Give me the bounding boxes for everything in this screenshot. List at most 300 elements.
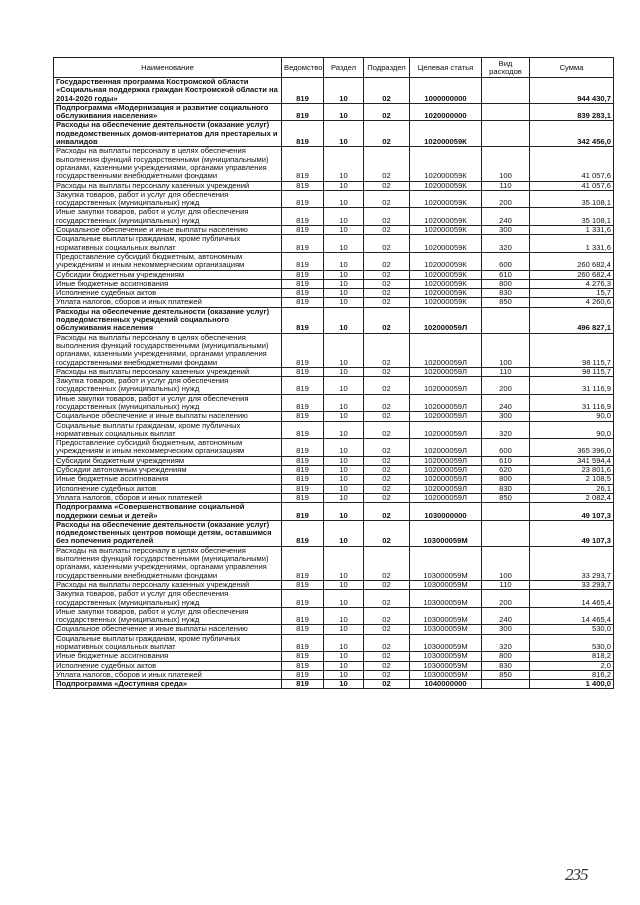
cell-name: Закупка товаров, работ и услуг для обеспечения государственных (муниципальных) нужд — [54, 590, 282, 608]
cell-name: Закупка товаров, работ и услуг для обеспечения государственных (муниципальных) нужд — [54, 377, 282, 395]
cell-dept: 819 — [282, 456, 324, 465]
table-row — [54, 652, 614, 661]
table-body — [54, 78, 614, 689]
cell-dept: 819 — [282, 484, 324, 493]
cell-section: 10 — [324, 78, 364, 104]
cell-sum: 1 331,6 — [530, 226, 614, 235]
cell-exptype: 830 — [482, 484, 530, 493]
cell-exptype — [482, 680, 530, 689]
cell-target: 1020000000 — [410, 103, 482, 121]
cell-dept: 819 — [282, 252, 324, 270]
cell-section: 10 — [324, 252, 364, 270]
cell-target: 102000059К — [410, 226, 482, 235]
cell-name: Подпрограмма «Совершенствование социальной поддержки семьи и детей» — [54, 503, 282, 521]
cell-section: 10 — [324, 147, 364, 181]
cell-subsection: 02 — [364, 289, 410, 298]
cell-exptype: 610 — [482, 270, 530, 279]
cell-subsection: 02 — [364, 625, 410, 634]
cell-target: 103000059М — [410, 546, 482, 580]
cell-section: 10 — [324, 235, 364, 253]
cell-dept: 819 — [282, 181, 324, 190]
cell-section: 10 — [324, 439, 364, 457]
cell-section: 10 — [324, 680, 364, 689]
table-row — [54, 190, 614, 208]
cell-sum: 260 682,4 — [530, 270, 614, 279]
cell-dept: 819 — [282, 475, 324, 484]
cell-subsection: 02 — [364, 279, 410, 288]
cell-subsection: 02 — [364, 208, 410, 226]
cell-name: Иные бюджетные ассигнования — [54, 279, 282, 288]
cell-name: Иные закупки товаров, работ и услуг для обеспечения государственных (муниципальных) нужд — [54, 607, 282, 625]
cell-target: 103000059М — [410, 625, 482, 634]
cell-target: 102000059К — [410, 298, 482, 307]
cell-exptype — [482, 103, 530, 121]
cell-exptype: 850 — [482, 670, 530, 679]
cell-subsection: 02 — [364, 121, 410, 147]
cell-name: Расходы на обеспечение деятельности (оказание услуг) подведомственных домов-интернатов для престарелых и инвалидов — [54, 121, 282, 147]
cell-dept: 819 — [282, 493, 324, 502]
cell-sum: 2 108,5 — [530, 475, 614, 484]
cell-subsection: 02 — [364, 484, 410, 493]
cell-subsection: 02 — [364, 652, 410, 661]
cell-exptype: 830 — [482, 289, 530, 298]
cell-section: 10 — [324, 289, 364, 298]
cell-section: 10 — [324, 475, 364, 484]
cell-exptype: 300 — [482, 625, 530, 634]
table-row — [54, 456, 614, 465]
table-row — [54, 307, 614, 333]
table-row — [54, 252, 614, 270]
cell-exptype: 850 — [482, 493, 530, 502]
cell-subsection: 02 — [364, 475, 410, 484]
cell-subsection: 02 — [364, 456, 410, 465]
cell-exptype: 600 — [482, 439, 530, 457]
cell-name: Расходы на обеспечение деятельности (оказание услуг) подведомственных учреждений социального обслуживания населения — [54, 307, 282, 333]
cell-sum: 530,0 — [530, 625, 614, 634]
cell-name: Исполнение судебных актов — [54, 661, 282, 670]
cell-subsection: 02 — [364, 103, 410, 121]
cell-sum: 341 594,4 — [530, 456, 614, 465]
cell-target: 102000059Л — [410, 307, 482, 333]
cell-sum: 41 057,6 — [530, 181, 614, 190]
cell-subsection: 02 — [364, 421, 410, 439]
cell-section: 10 — [324, 377, 364, 395]
cell-dept: 819 — [282, 590, 324, 608]
cell-subsection: 02 — [364, 333, 410, 367]
table-row — [54, 634, 614, 652]
cell-dept: 819 — [282, 412, 324, 421]
cell-target: 102000059К — [410, 252, 482, 270]
cell-section: 10 — [324, 652, 364, 661]
cell-exptype: 610 — [482, 456, 530, 465]
cell-subsection: 02 — [364, 412, 410, 421]
cell-dept: 819 — [282, 680, 324, 689]
cell-target: 103000059М — [410, 652, 482, 661]
cell-dept: 819 — [282, 661, 324, 670]
cell-section: 10 — [324, 367, 364, 376]
cell-sum: 530,0 — [530, 634, 614, 652]
cell-exptype: 100 — [482, 333, 530, 367]
cell-name: Расходы на выплаты персоналу казенных учреждений — [54, 367, 282, 376]
cell-subsection: 02 — [364, 181, 410, 190]
cell-exptype: 800 — [482, 652, 530, 661]
cell-name: Исполнение судебных актов — [54, 484, 282, 493]
table-row — [54, 670, 614, 679]
table-row — [54, 475, 614, 484]
cell-name: Субсидии бюджетным учреждениям — [54, 456, 282, 465]
table-row — [54, 493, 614, 502]
cell-sum: 342 456,0 — [530, 121, 614, 147]
cell-exptype: 320 — [482, 634, 530, 652]
cell-sum: 26,1 — [530, 484, 614, 493]
cell-subsection: 02 — [364, 670, 410, 679]
cell-name: Социальные выплаты гражданам, кроме публичных нормативных социальных выплат — [54, 421, 282, 439]
cell-subsection: 02 — [364, 367, 410, 376]
cell-name: Расходы на выплаты персоналу в целях обеспечения выполнения функций государственными (муниципальными) органами, казенными учреждениями, органами управления государственными внебюджетными фондами — [54, 147, 282, 181]
cell-sum: 31 116,9 — [530, 377, 614, 395]
cell-subsection: 02 — [364, 661, 410, 670]
table-header-row — [54, 58, 614, 78]
cell-subsection: 02 — [364, 394, 410, 412]
cell-exptype: 240 — [482, 607, 530, 625]
cell-sum: 90,0 — [530, 421, 614, 439]
cell-section: 10 — [324, 580, 364, 589]
cell-section: 10 — [324, 503, 364, 521]
cell-target: 102000059К — [410, 181, 482, 190]
cell-exptype: 240 — [482, 394, 530, 412]
cell-sum: 14 465,4 — [530, 590, 614, 608]
cell-section: 10 — [324, 466, 364, 475]
cell-target: 102000059Л — [410, 394, 482, 412]
cell-target: 102000059К — [410, 147, 482, 181]
cell-sum: 41 057,6 — [530, 147, 614, 181]
table-row — [54, 439, 614, 457]
cell-dept: 819 — [282, 78, 324, 104]
cell-dept: 819 — [282, 520, 324, 546]
col-header-sum: Сумма — [530, 58, 614, 78]
cell-exptype: 320 — [482, 421, 530, 439]
col-header-subsection: Подраздел — [364, 58, 410, 78]
cell-dept: 819 — [282, 670, 324, 679]
cell-section: 10 — [324, 121, 364, 147]
cell-sum: 839 283,1 — [530, 103, 614, 121]
cell-dept: 819 — [282, 625, 324, 634]
cell-dept: 819 — [282, 377, 324, 395]
cell-sum: 4 260,6 — [530, 298, 614, 307]
cell-subsection: 02 — [364, 190, 410, 208]
cell-dept: 819 — [282, 208, 324, 226]
cell-name: Предоставление субсидий бюджетным, автономным учреждениям и иным некоммерческим организациям — [54, 252, 282, 270]
col-header-dept: Ведомство — [282, 58, 324, 78]
cell-name: Предоставление субсидий бюджетным, автономным учреждениям и иным некоммерческим организациям — [54, 439, 282, 457]
cell-exptype: 800 — [482, 475, 530, 484]
cell-exptype: 200 — [482, 377, 530, 395]
cell-dept: 819 — [282, 307, 324, 333]
cell-target: 102000059Л — [410, 466, 482, 475]
table-row — [54, 580, 614, 589]
table-row — [54, 270, 614, 279]
table-row — [54, 466, 614, 475]
cell-subsection: 02 — [364, 270, 410, 279]
cell-subsection: 02 — [364, 466, 410, 475]
cell-target: 102000059К — [410, 289, 482, 298]
cell-section: 10 — [324, 546, 364, 580]
cell-exptype: 110 — [482, 181, 530, 190]
cell-subsection: 02 — [364, 493, 410, 502]
table-row — [54, 484, 614, 493]
cell-name: Уплата налогов, сборов и иных платежей — [54, 670, 282, 679]
cell-section: 10 — [324, 181, 364, 190]
cell-subsection: 02 — [364, 235, 410, 253]
cell-sum: 2,0 — [530, 661, 614, 670]
cell-sum: 496 827,1 — [530, 307, 614, 333]
cell-dept: 819 — [282, 466, 324, 475]
cell-section: 10 — [324, 634, 364, 652]
cell-sum: 15,7 — [530, 289, 614, 298]
cell-subsection: 02 — [364, 590, 410, 608]
table-row — [54, 208, 614, 226]
table-row — [54, 367, 614, 376]
cell-dept: 819 — [282, 270, 324, 279]
cell-name: Социальное обеспечение и иные выплаты населению — [54, 412, 282, 421]
cell-subsection: 02 — [364, 377, 410, 395]
col-header-exptype: Вид расходов — [482, 58, 530, 78]
cell-exptype: 200 — [482, 190, 530, 208]
budget-table — [53, 57, 614, 689]
table-row — [54, 147, 614, 181]
table-row — [54, 590, 614, 608]
cell-name: Расходы на выплаты персоналу казенных учреждений — [54, 580, 282, 589]
cell-sum: 14 465,4 — [530, 607, 614, 625]
table-row — [54, 298, 614, 307]
cell-section: 10 — [324, 520, 364, 546]
cell-target: 102000059Л — [410, 493, 482, 502]
cell-dept: 819 — [282, 190, 324, 208]
cell-exptype — [482, 503, 530, 521]
cell-dept: 819 — [282, 634, 324, 652]
cell-target: 1040000000 — [410, 680, 482, 689]
cell-sum: 818,2 — [530, 652, 614, 661]
table-row — [54, 520, 614, 546]
cell-subsection: 02 — [364, 680, 410, 689]
cell-exptype: 200 — [482, 590, 530, 608]
cell-exptype: 110 — [482, 580, 530, 589]
cell-subsection: 02 — [364, 607, 410, 625]
cell-dept: 819 — [282, 226, 324, 235]
cell-section: 10 — [324, 279, 364, 288]
cell-dept: 819 — [282, 298, 324, 307]
cell-name: Социальные выплаты гражданам, кроме публичных нормативных социальных выплат — [54, 235, 282, 253]
cell-dept: 819 — [282, 394, 324, 412]
cell-sum: 2 082,4 — [530, 493, 614, 502]
cell-name: Субсидии автономным учреждениям — [54, 466, 282, 475]
cell-name: Социальное обеспечение и иные выплаты населению — [54, 226, 282, 235]
cell-target: 102000059Л — [410, 412, 482, 421]
cell-exptype: 620 — [482, 466, 530, 475]
cell-sum: 98 115,7 — [530, 333, 614, 367]
cell-name: Расходы на обеспечение деятельности (оказание услуг) подведомственных центров помощи детям, оставшимся без попечения родителей — [54, 520, 282, 546]
col-header-name: Наименование — [54, 58, 282, 78]
cell-dept: 819 — [282, 367, 324, 376]
cell-target: 102000059К — [410, 235, 482, 253]
cell-sum: 90,0 — [530, 412, 614, 421]
cell-section: 10 — [324, 607, 364, 625]
cell-exptype: 300 — [482, 412, 530, 421]
cell-exptype: 300 — [482, 226, 530, 235]
cell-target: 102000059К — [410, 190, 482, 208]
cell-subsection: 02 — [364, 520, 410, 546]
page-number: 235 — [565, 865, 588, 884]
cell-sum: 365 396,0 — [530, 439, 614, 457]
cell-section: 10 — [324, 103, 364, 121]
cell-target: 102000059Л — [410, 484, 482, 493]
cell-name: Закупка товаров, работ и услуг для обеспечения государственных (муниципальных) нужд — [54, 190, 282, 208]
cell-section: 10 — [324, 270, 364, 279]
cell-target: 102000059К — [410, 121, 482, 147]
table-row — [54, 546, 614, 580]
cell-sum: 816,2 — [530, 670, 614, 679]
cell-exptype — [482, 520, 530, 546]
cell-exptype: 100 — [482, 147, 530, 181]
cell-target: 103000059М — [410, 661, 482, 670]
col-header-section: Раздел — [324, 58, 364, 78]
cell-target: 102000059К — [410, 279, 482, 288]
cell-dept: 819 — [282, 121, 324, 147]
cell-name: Уплата налогов, сборов и иных платежей — [54, 298, 282, 307]
table-row — [54, 333, 614, 367]
table-row — [54, 121, 614, 147]
table-row — [54, 78, 614, 104]
cell-dept: 819 — [282, 546, 324, 580]
cell-name: Иные бюджетные ассигнования — [54, 652, 282, 661]
cell-section: 10 — [324, 412, 364, 421]
cell-target: 103000059М — [410, 607, 482, 625]
cell-subsection: 02 — [364, 503, 410, 521]
cell-name: Расходы на выплаты персоналу в целях обеспечения выполнения функций государственными (муниципальными) органами, казенными учреждениями, органами управления государственными внебюджетными фондами — [54, 546, 282, 580]
cell-target: 103000059М — [410, 590, 482, 608]
table-row — [54, 103, 614, 121]
cell-section: 10 — [324, 456, 364, 465]
cell-subsection: 02 — [364, 546, 410, 580]
table-row — [54, 680, 614, 689]
cell-subsection: 02 — [364, 298, 410, 307]
cell-exptype: 320 — [482, 235, 530, 253]
cell-target: 103000059М — [410, 580, 482, 589]
cell-section: 10 — [324, 333, 364, 367]
cell-target: 102000059К — [410, 208, 482, 226]
table-row — [54, 607, 614, 625]
cell-section: 10 — [324, 625, 364, 634]
table-row — [54, 226, 614, 235]
cell-target: 102000059Л — [410, 333, 482, 367]
cell-name: Социальные выплаты гражданам, кроме публичных нормативных социальных выплат — [54, 634, 282, 652]
cell-dept: 819 — [282, 503, 324, 521]
cell-dept: 819 — [282, 607, 324, 625]
cell-section: 10 — [324, 590, 364, 608]
cell-section: 10 — [324, 208, 364, 226]
cell-sum: 35 108,1 — [530, 208, 614, 226]
cell-name: Уплата налогов, сборов и иных платежей — [54, 493, 282, 502]
cell-sum: 1 331,6 — [530, 235, 614, 253]
cell-dept: 819 — [282, 147, 324, 181]
cell-section: 10 — [324, 394, 364, 412]
cell-target: 102000059Л — [410, 456, 482, 465]
table-row — [54, 181, 614, 190]
cell-name: Субсидии бюджетным учреждениям — [54, 270, 282, 279]
cell-name: Социальное обеспечение и иные выплаты населению — [54, 625, 282, 634]
cell-sum: 33 293,7 — [530, 546, 614, 580]
cell-section: 10 — [324, 307, 364, 333]
cell-name: Расходы на выплаты персоналу казенных учреждений — [54, 181, 282, 190]
cell-dept: 819 — [282, 103, 324, 121]
cell-dept: 819 — [282, 421, 324, 439]
cell-exptype: 240 — [482, 208, 530, 226]
cell-dept: 819 — [282, 235, 324, 253]
cell-target: 1000000000 — [410, 78, 482, 104]
cell-sum: 35 108,1 — [530, 190, 614, 208]
cell-exptype: 830 — [482, 661, 530, 670]
cell-sum: 98 115,7 — [530, 367, 614, 376]
cell-dept: 819 — [282, 580, 324, 589]
cell-exptype — [482, 307, 530, 333]
table-row — [54, 279, 614, 288]
cell-name: Иные закупки товаров, работ и услуг для обеспечения государственных (муниципальных) нужд — [54, 208, 282, 226]
cell-section: 10 — [324, 493, 364, 502]
cell-exptype — [482, 121, 530, 147]
cell-sum: 49 107,3 — [530, 503, 614, 521]
cell-exptype: 100 — [482, 546, 530, 580]
cell-exptype: 110 — [482, 367, 530, 376]
cell-subsection: 02 — [364, 226, 410, 235]
cell-sum: 260 682,4 — [530, 252, 614, 270]
cell-section: 10 — [324, 226, 364, 235]
cell-target: 103000059М — [410, 670, 482, 679]
cell-target: 102000059Л — [410, 439, 482, 457]
cell-section: 10 — [324, 298, 364, 307]
cell-dept: 819 — [282, 279, 324, 288]
table-row — [54, 421, 614, 439]
table-row — [54, 661, 614, 670]
cell-subsection: 02 — [364, 634, 410, 652]
cell-target: 102000059Л — [410, 421, 482, 439]
cell-name: Исполнение судебных актов — [54, 289, 282, 298]
cell-name: Иные бюджетные ассигнования — [54, 475, 282, 484]
cell-section: 10 — [324, 670, 364, 679]
cell-name: Подпрограмма «Модернизация и развитие социального обслуживания населения» — [54, 103, 282, 121]
table-row — [54, 235, 614, 253]
cell-name: Расходы на выплаты персоналу в целях обеспечения выполнения функций государственными (муниципальными) органами, казенными учреждениями, органами управления государственными внебюджетными фондами — [54, 333, 282, 367]
cell-section: 10 — [324, 661, 364, 670]
cell-dept: 819 — [282, 652, 324, 661]
cell-subsection: 02 — [364, 307, 410, 333]
table-row — [54, 377, 614, 395]
cell-exptype — [482, 78, 530, 104]
cell-sum: 31 116,9 — [530, 394, 614, 412]
table-row — [54, 289, 614, 298]
cell-dept: 819 — [282, 289, 324, 298]
cell-target: 102000059Л — [410, 475, 482, 484]
cell-exptype: 850 — [482, 298, 530, 307]
cell-exptype: 600 — [482, 252, 530, 270]
cell-sum: 23 801,6 — [530, 466, 614, 475]
cell-target: 103000059М — [410, 520, 482, 546]
cell-dept: 819 — [282, 333, 324, 367]
cell-section: 10 — [324, 190, 364, 208]
table-row — [54, 503, 614, 521]
cell-subsection: 02 — [364, 439, 410, 457]
table-row — [54, 394, 614, 412]
cell-name: Иные закупки товаров, работ и услуг для обеспечения государственных (муниципальных) нужд — [54, 394, 282, 412]
